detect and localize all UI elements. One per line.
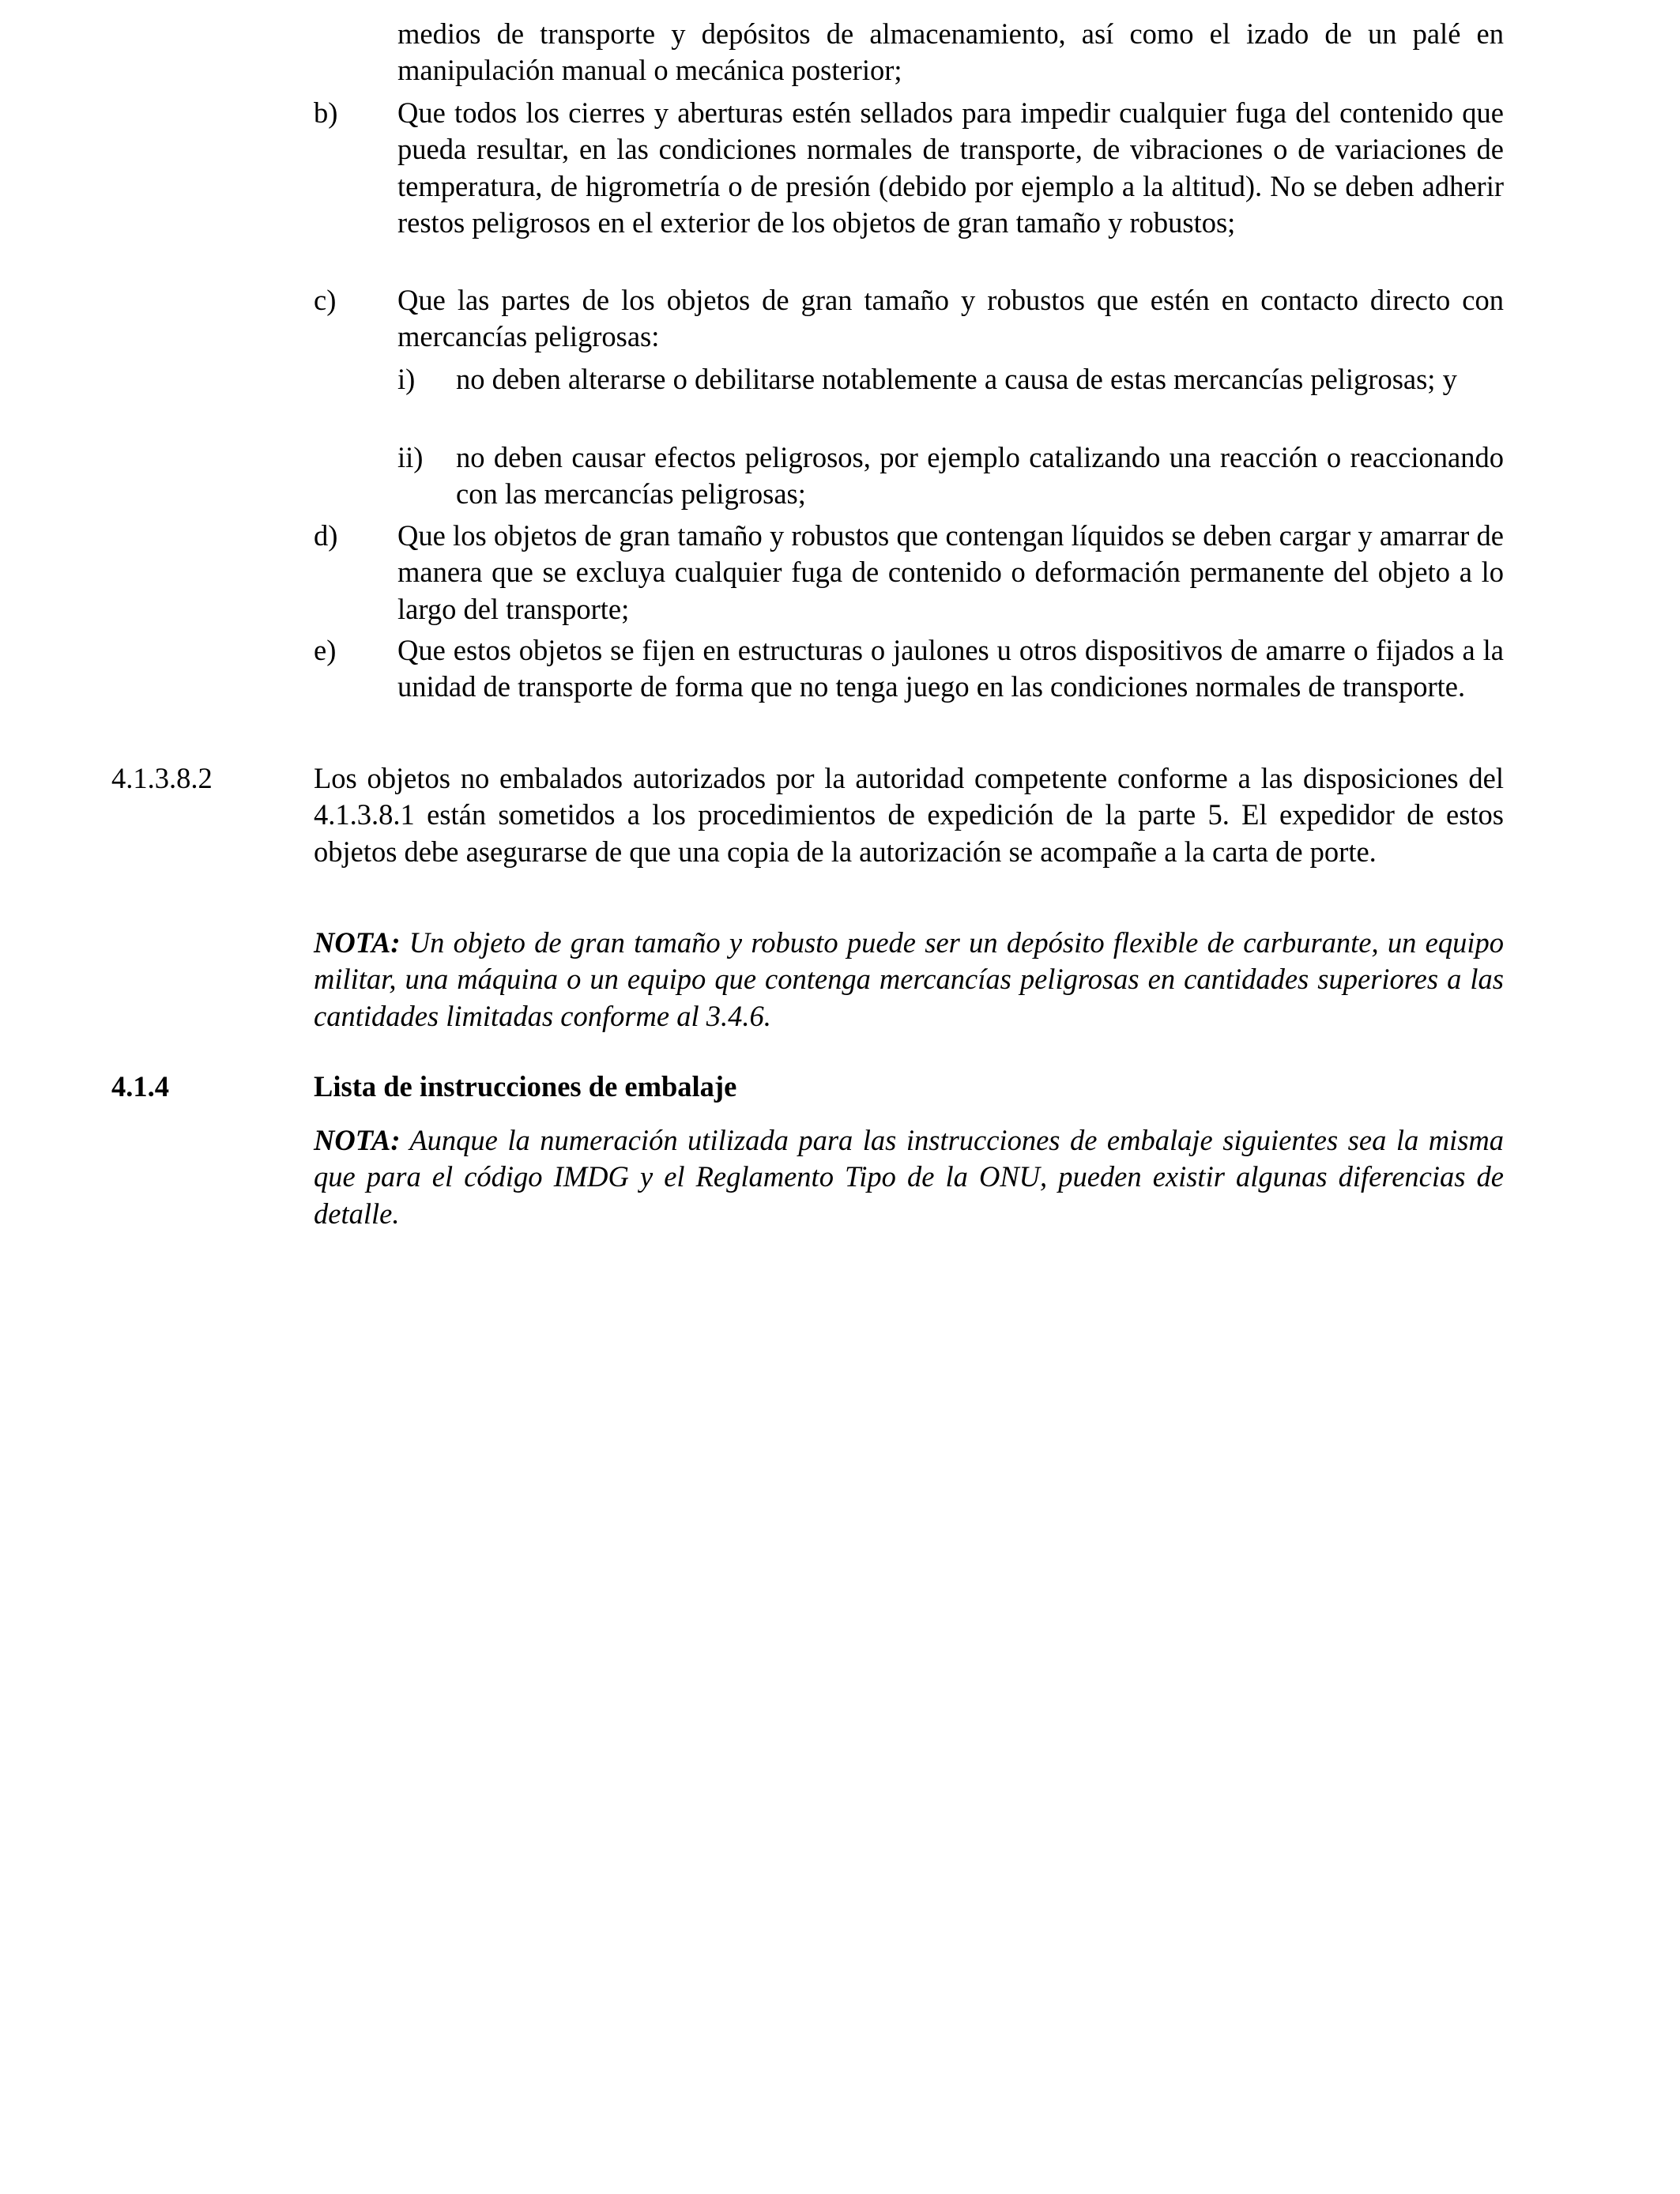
note-text: Aunque la numeración utilizada para las instrucciones de embalaje siguientes sea la misma que para el código IMDG y el Reglamento Tipo de la ONU, pueden existir algunas diferencias de detalle. (314, 1124, 1505, 1230)
section-4-1-3-8-2-text: Los objetos no embalados autorizados por la autoridad competente conforme a las disposiciones del 4.1.3.8.1 están sometidos a los procedimientos de expedición de la parte 5. El expedidor de estos objetos debe asegurarse de que una copia de la autorización se acompañe a la carta de porte. (314, 762, 1504, 868)
section-4-1-3-8-2-note (314, 925, 1504, 1035)
note-label: NOTA: (314, 926, 401, 959)
note-text: Un objeto de gran tamaño y robusto puede ser un depósito flexible de carburante, un equipo militar, una máquina o un equipo que contenga mercancías peligrosas en cantidades superiores a las cantidades limitadas conforme al 3.4.6. (314, 926, 1505, 1032)
section-4-1-4-title: Lista de instrucciones de embalaje (314, 1070, 737, 1103)
item-b-text: Que todos los cierres y aberturas estén sellados para impedir cualquier fuga del contenido que pueda resultar, en las condiciones normales de transporte, de vibraciones o de variaciones de temperatura, de higrometría o de presión (debido por ejemplo a la altitud). No se deben adherir restos peligrosos en el exterior de los objetos de gran tamaño y robustos; (397, 96, 1504, 239)
item-d-text: Que los objetos de gran tamaño y robustos que contengan líquidos se deben cargar y amarrar de manera que se excluya cualquier fuga de contenido o deformación permanente del objeto a lo largo del transporte; (397, 519, 1504, 625)
subitem-i-text: no deben alterarse o debilitarse notablemente a causa de estas mercancías peligrosas; y (456, 363, 1457, 395)
section-4-1-4-note (314, 1122, 1504, 1232)
item-e-text: Que estos objetos se fijen en estructuras o jaulones u otros dispositivos de amarre o fijados a la unidad de transporte de forma que no tenga juego en las condiciones normales de transporte. (397, 634, 1504, 703)
item-b-label: b) (314, 96, 338, 129)
section-number-4-1-3-8-2: 4.1.3.8.2 (111, 762, 213, 794)
section-number-4-1-4: 4.1.4 (111, 1070, 169, 1103)
item-d-label: d) (314, 519, 338, 552)
note-label: NOTA: (314, 1124, 401, 1156)
item-c-label: c) (314, 284, 337, 316)
subitem-ii-text: no deben causar efectos peligrosos, por ejemplo catalizando una reacción o reaccionando con las mercancías peligrosas; (456, 441, 1504, 511)
item-e-label: e) (314, 634, 337, 666)
subitem-ii-label: ii) (397, 441, 424, 473)
subitem-i-label: i) (397, 363, 416, 395)
item-a-continuation: medios de transporte y depósitos de almacenamiento, así como el izado de un palé en manipulación manual o mecánica posterior; (397, 17, 1504, 87)
item-c-text: Que las partes de los objetos de gran tamaño y robustos que estén en contacto directo con mercancías peligrosas: (397, 284, 1504, 353)
